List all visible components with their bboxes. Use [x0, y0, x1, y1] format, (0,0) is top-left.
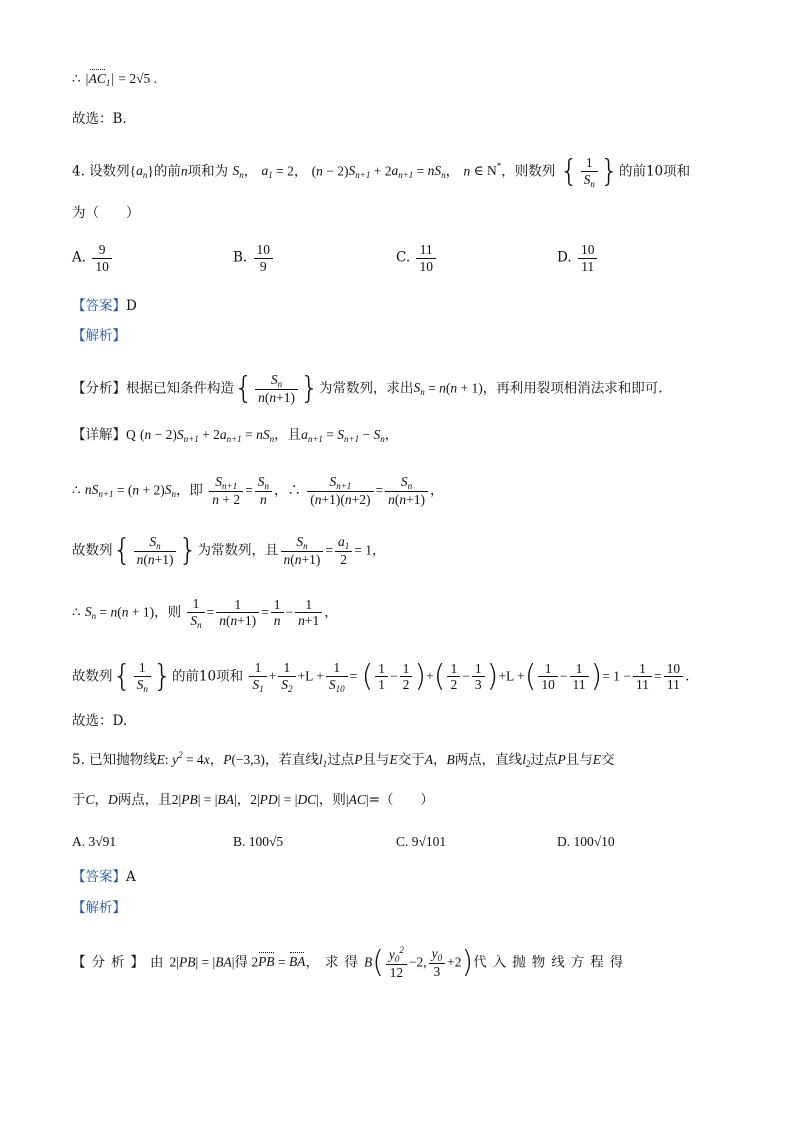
q4-analysis-heading: 【解析】 — [72, 328, 126, 344]
q4-xiangjie-4: ∴ $S_n = n(n + 1)$，则 $\frac{1}{S_n}$ = $\frac{1}{n(n+1)}$ = $\frac{1}{n}$ − $\frac{1}{n+1}$ ， — [72, 596, 338, 630]
answer-choice-d: 故选：D. — [72, 713, 128, 729]
question-4-stem: 4. 设数列$\{a_n\}$的前n项和为 $S_n$， $a_1 = 2$， $(n - 2)S_{n+1} + 2a_{n+1} = nS_n$， n ∈ N*，则数列 { $\frac{1}{S_n}$ }的前10项和 — [72, 153, 691, 189]
q4-answer: 【答案】D — [72, 298, 137, 314]
question-4-stem-cont: 为（ ） — [72, 205, 140, 221]
q5-fenxi: 【分析】由2|PB| = |BA|得 2PB = BA，求得B( $\frac{y_0^2}{12}$ −2, $\frac{y_0}{3}$ +2)代入抛物线方程得 — [72, 944, 630, 981]
q4-xiangjie-3: 故数列{ $\frac{S_n}{n(n+1)}$ }为常数列，且 $\frac{S_n}{n(n+1)}$ = $\frac{a_1}{2}$ = 1， — [72, 532, 386, 568]
q5-option-b: B. 100√5 — [233, 834, 284, 849]
q5-option-d: D. 100√10 — [557, 834, 615, 849]
answer-choice-b: 故选：B. — [72, 111, 127, 127]
ac1-value: = 2√5 . — [118, 71, 158, 86]
q5-analysis-heading: 【解析】 — [72, 900, 126, 916]
q4-option-d: D. $\frac{10}{11}$ — [557, 242, 599, 274]
q5-option-a: A. 3√91 — [72, 834, 117, 849]
q5-option-c: C. 9√101 — [396, 834, 447, 849]
q4-option-a: A. $\frac{9}{10}$ — [72, 242, 114, 274]
question-5-stem-cont: 于C，D两点，且2|PB| = |BA|，2|PD| = |DC|，则|AC|=（ ） — [72, 792, 434, 808]
q5-answer: 【答案】A — [72, 869, 136, 885]
vector-ac1-magnitude: $|AC_1|$ — [84, 71, 115, 88]
q4-xiangjie-5: 故数列{ $\frac{1}{S_n}$ }的前10项和 $\frac{1}{S_1}$ + $\frac{1}{S_2}$ +L + $\frac{1}{S_{10}}$ = ( $\frac{1}{1}$ − $\frac{1}{2}$ )+( $\frac{1}{2}$ − $\frac{1}{3}$ )+L +( $\frac{1}{10}$ − $\frac{1}{11}$ )= 1 − $\frac{1}{11}$ = $\frac{10}{11}$ . — [72, 658, 690, 694]
q4-option-b: B. $\frac{10}{9}$ — [233, 242, 275, 274]
therefore-symbol: ∴ — [72, 71, 81, 87]
q4-fenxi: 【分析】根据已知条件构造{ $\frac{S_n}{n(n+1)}$ }为常数列，求出$S_n = n(n + 1)$，再利用裂项相消法求和即可. — [72, 370, 663, 406]
q4-xiangjie-1: 【详解】Q $(n - 2)S_{n+1} + 2a_{n+1} = nS_n$，且$a_{n+1} = S_{n+1} - S_n$， — [72, 427, 399, 444]
q4-option-c: C. $\frac{11}{10}$ — [396, 242, 438, 274]
question-5-stem: 5. 已知抛物线E: $y^2 = 4x$，P(−3,3)，若直线$l_1$过点P且与E交于A，B两点，直线$l_2$过点P且与E交 — [72, 750, 615, 769]
line-ac1 — [72, 72, 722, 88]
q4-xiangjie-2: ∴ $nS_{n+1} = (n + 2)S_n$，即 $\frac{S_{n+1}}{n + 2}$ = $\frac{S_n}{n}$ ，∴ $\frac{S_{n+1}}{(n+1)(n+2)}$ = $\frac{S_n}{n(n+1)}$ ， — [72, 474, 444, 508]
